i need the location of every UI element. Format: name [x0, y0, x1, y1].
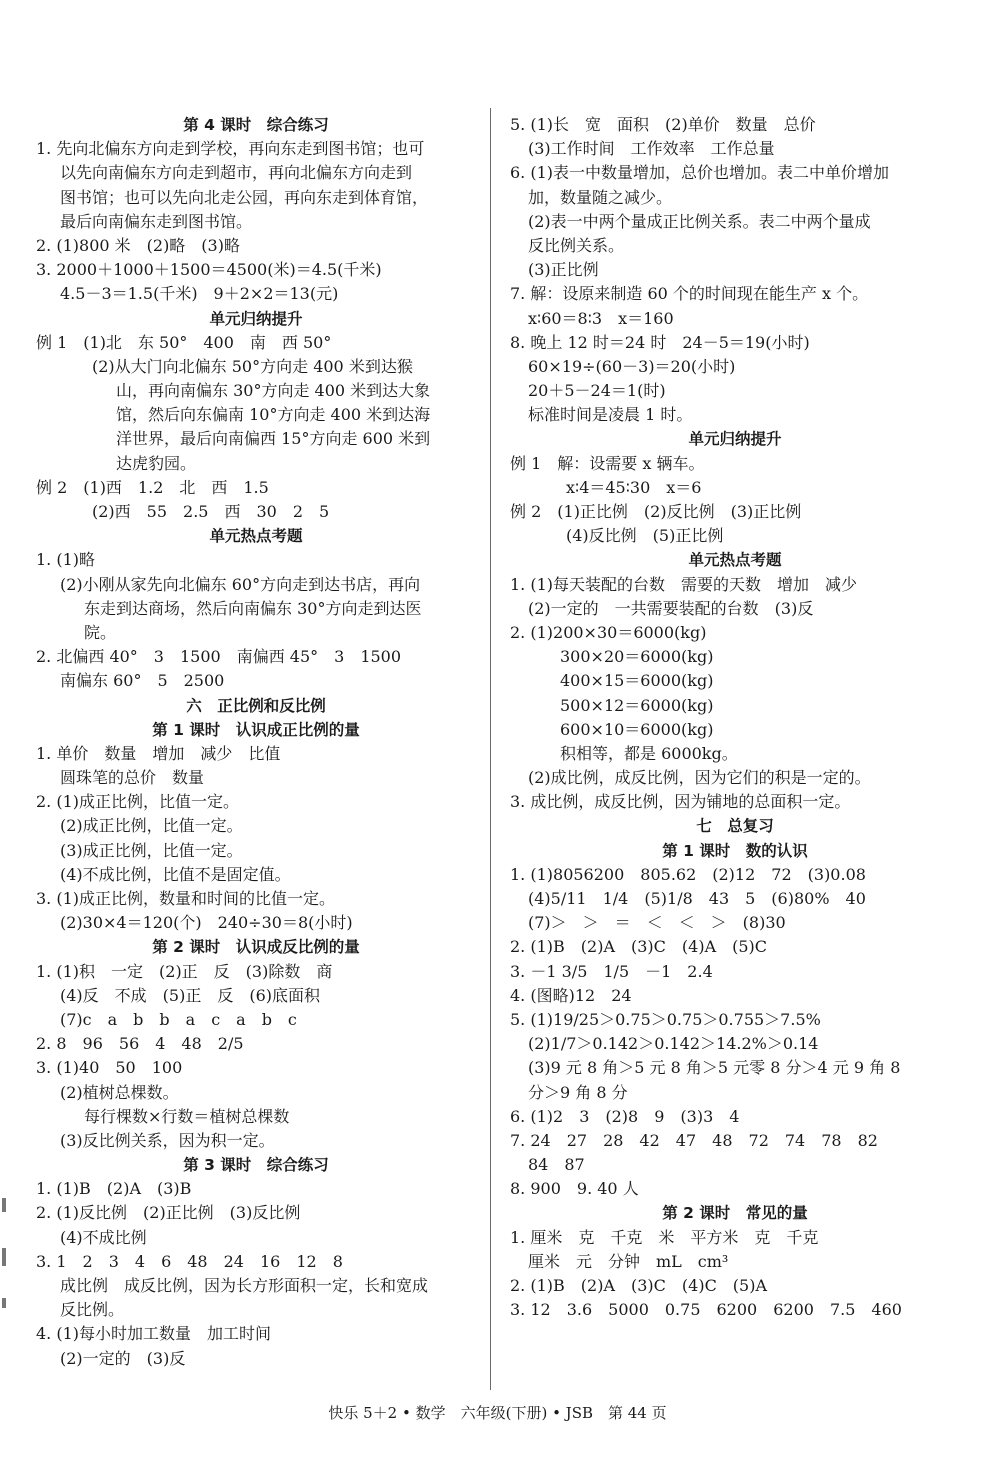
answer-line: 加，数量随之减少。 — [528, 187, 673, 207]
answer-line: 6. (1)表一中数量增加，总价也增加。表二中单价增加 — [510, 163, 890, 183]
answer-line: 400×15＝6000(kg) — [560, 671, 714, 691]
answer-line: 厘米 元 分钟 mL cm³ — [528, 1251, 729, 1271]
answer-line: 2. 8 96 56 4 48 2/5 — [36, 1034, 244, 1054]
answer-line: 反比例关系。 — [528, 235, 625, 255]
answer-line: 3. (1)40 50 100 — [36, 1058, 183, 1078]
answer-line: 300×20＝6000(kg) — [560, 647, 714, 667]
answer-line: 洋世界，最后向南偏西 15°方向走 600 米到 — [116, 429, 431, 449]
page-footer: 快乐 5＋2 • 数学 六年级(下册) • JSB 第 44 页 — [328, 1404, 667, 1422]
answer-line: 反比例。 — [60, 1300, 125, 1320]
answer-line: 分＞9 角 8 分 — [528, 1082, 628, 1102]
answer-line: (2)西 55 2.5 西 30 2 5 — [92, 502, 330, 521]
answer-line: (2)小刚从家先向北偏东 60°方向走到达书店，再向 — [60, 574, 421, 594]
answer-line: 1. (1)每天装配的台数 需要的天数 增加 减少 — [510, 574, 858, 594]
answer-line: 2. (1)反比例 (2)正比例 (3)反比例 — [36, 1203, 301, 1223]
answer-line: 60×19÷(60－3)＝20(小时) — [528, 356, 736, 376]
answer-line: (2)30×4＝120(个) 240÷30＝8(小时) — [60, 913, 353, 933]
section-heading: 第 1 课时 认识成正比例的量 — [152, 720, 360, 739]
answer-line: 例 1 解：设需要 x 辆车。 — [510, 453, 705, 473]
answer-line: 积相等，都是 6000kg。 — [560, 743, 738, 763]
answer-line: 1. 单价 数量 增加 减少 比值 — [36, 743, 281, 763]
answer-line: 例 2 (1)正比例 (2)反比例 (3)正比例 — [510, 502, 802, 521]
answer-line: 2. 北偏西 40° 3 1500 南偏西 45° 3 1500 — [36, 647, 402, 667]
answer-line: 8. 晚上 12 时＝24 时 24－5＝19(小时) — [510, 332, 810, 352]
answer-line: (2)成比例，成反比例，因为它们的积是一定的。 — [528, 768, 871, 788]
answer-line: 3. 成比例，成反比例，因为铺地的总面积一定。 — [510, 792, 851, 812]
section-heading: 单元归纳提升 — [209, 309, 303, 328]
answer-line: 1. 先向北偏东方向走到学校，再向东走到图书馆；也可 — [36, 139, 425, 159]
answer-line: 2. (1)成正比例，比值一定。 — [36, 792, 240, 812]
answer-line: (4)不成比例 — [60, 1227, 147, 1247]
answer-line: (2)1/7＞0.142＞0.142＞14.2%＞0.14 — [528, 1034, 819, 1054]
answer-line: 3. (1)成正比例，数量和时间的比值一定。 — [36, 889, 336, 908]
section-heading: 第 4 课时 综合练习 — [183, 116, 329, 134]
answer-line: (4)不成比例，比值不是固定值。 — [60, 864, 291, 884]
answer-line: 3. 12 3.6 5000 0.75 6200 6200 7.5 460 — [510, 1300, 902, 1320]
answer-line: (2)一定的 一共需要装配的台数 (3)反 — [528, 598, 814, 618]
answer-line: 5. (1)19/25＞0.75＞0.75＞0.755＞7.5% — [510, 1009, 821, 1029]
answer-line: 4. (图略)12 24 — [510, 985, 632, 1005]
answer-line: 3. 1 2 3 4 6 48 24 16 12 8 — [36, 1251, 343, 1271]
answer-line: 1. 厘米 克 千克 米 平方米 克 千克 — [510, 1227, 819, 1247]
answer-line: (2)一定的 (3)反 — [60, 1348, 186, 1368]
left-column — [36, 113, 476, 1371]
answer-line: 1. (1)积 一定 (2)正 反 (3)除数 商 — [36, 961, 333, 981]
edge-mark — [2, 1298, 6, 1308]
edge-mark — [2, 1198, 6, 1212]
answer-line: (2)表一中两个量成正比例关系。表二中两个量成 — [528, 211, 871, 231]
right-column — [510, 113, 960, 1322]
answer-line: 7. 24 27 28 42 47 48 72 74 78 82 — [510, 1130, 878, 1150]
section-heading: 第 1 课时 数的认识 — [662, 841, 808, 860]
section-heading: 六 正比例和反比例 — [186, 696, 326, 715]
section-heading: 七 总复习 — [696, 817, 774, 836]
column-divider — [490, 108, 491, 1390]
answer-line: 标准时间是凌晨 1 时。 — [528, 405, 693, 425]
answer-line: 东走到达商场，然后向南偏东 30°方向走到达医 — [84, 598, 422, 618]
answer-line: 最后向南偏东走到图书馆。 — [60, 211, 253, 231]
answer-line: (7)＞ ＞ ＝ ＜ ＜ ＞ (8)30 — [528, 913, 786, 933]
answer-line: 山，再向南偏东 30°方向走 400 米到达大象 — [116, 381, 431, 401]
answer-line: 2. (1)800 米 (2)略 (3)略 — [36, 235, 240, 255]
answer-line: 8. 900 9. 40 人 — [510, 1179, 639, 1199]
answer-line: (4)5/11 1/4 (5)1/8 43 5 (6)80% 40 — [528, 889, 866, 908]
answer-line: 达虎豹园。 — [116, 453, 197, 473]
answer-line: 500×12＝6000(kg) — [560, 695, 714, 715]
answer-line: 每行棵数×行数＝植树总棵数 — [84, 1106, 290, 1126]
answer-line: (3)9 元 8 角＞5 元 8 角＞5 元零 8 分＞4 元 9 角 8 — [528, 1058, 901, 1078]
answer-line: 7. 解：设原来制造 60 个的时间现在能生产 x 个。 — [510, 284, 869, 304]
answer-line: (3)反比例关系，因为积一定。 — [60, 1130, 275, 1150]
answer-line: 1. (1)B (2)A (3)B — [36, 1179, 192, 1199]
answer-line: (4)反比例 (5)正比例 — [566, 526, 724, 546]
section-heading: 单元热点考题 — [688, 551, 782, 570]
answer-line: 例 1 (1)北 东 50° 400 南 西 50° — [36, 332, 332, 352]
answer-line: x∶60＝8∶3 x＝160 — [528, 308, 674, 328]
answer-line: 1. (1)8056200 805.62 (2)12 72 (3)0.08 — [510, 864, 866, 884]
answer-line: (4)反 不成 (5)正 反 (6)底面积 — [60, 985, 320, 1005]
answer-line: (2)从大门向北偏东 50°方向走 400 米到达猴 — [92, 356, 413, 376]
answer-line: 2. (1)B (2)A (3)C (4)A (5)C — [510, 937, 768, 957]
answer-line: 南偏东 60° 5 2500 — [60, 671, 225, 691]
section-heading: 第 3 课时 综合练习 — [183, 1156, 329, 1175]
answer-line: 馆，然后向东偏南 10°方向走 400 米到达海 — [116, 405, 431, 425]
answer-line: 5. (1)长 宽 面积 (2)单价 数量 总价 — [510, 115, 816, 134]
answer-line: (2)成正比例，比值一定。 — [60, 816, 243, 836]
answer-line: x∶4＝45∶30 x＝6 — [566, 477, 702, 497]
answer-line: (3)工作时间 工作效率 工作总量 — [528, 139, 775, 159]
section-heading: 单元归纳提升 — [688, 430, 782, 449]
answer-line: (7)c a b b a c a b c — [60, 1009, 297, 1029]
answer-line: 4.5－3＝1.5(千米) 9＋2×2＝13(元) — [60, 284, 339, 304]
answer-line: 院。 — [84, 622, 117, 642]
answer-line: 成比例 成反比例，因为长方形面积一定，长和宽成 — [60, 1276, 429, 1295]
answer-line: 例 2 (1)西 1.2 北 西 1.5 — [36, 477, 269, 497]
answer-line: 600×10＝6000(kg) — [560, 719, 714, 739]
answer-line: 3. －1 3/5 1/5 －1 2.4 — [510, 961, 713, 981]
answer-line: 4. (1)每小时加工数量 加工时间 — [36, 1324, 272, 1344]
edge-mark — [2, 1248, 6, 1266]
answer-line: 2. (1)200×30＝6000(kg) — [510, 622, 707, 642]
answer-line: 图书馆；也可以先向北走公园，再向东走到体育馆， — [60, 187, 429, 207]
answer-line: (2)植树总棵数。 — [60, 1082, 179, 1102]
section-heading: 第 2 课时 常见的量 — [662, 1204, 808, 1223]
section-heading: 第 2 课时 认识成反比例的量 — [152, 938, 360, 957]
answer-line: (3)正比例 — [528, 260, 599, 280]
answer-line: 20＋5－24＝1(时) — [528, 381, 666, 401]
answer-line: 2. (1)B (2)A (3)C (4)C (5)A — [510, 1276, 768, 1295]
answer-line: 84 87 — [528, 1155, 585, 1175]
answer-line: 1. (1)略 — [36, 550, 96, 570]
answer-line: 以先向南偏东方向走到超市，再向北偏东方向走到 — [60, 163, 413, 183]
answer-line: 6. (1)2 3 (2)8 9 (3)3 4 — [510, 1106, 740, 1126]
answer-line: (3)成正比例，比值一定。 — [60, 840, 243, 860]
answer-line: 圆珠笔的总价 数量 — [60, 768, 205, 788]
answer-line: 3. 2000＋1000＋1500＝4500(米)＝4.5(千米) — [36, 260, 382, 280]
section-heading: 单元热点考题 — [209, 527, 303, 546]
